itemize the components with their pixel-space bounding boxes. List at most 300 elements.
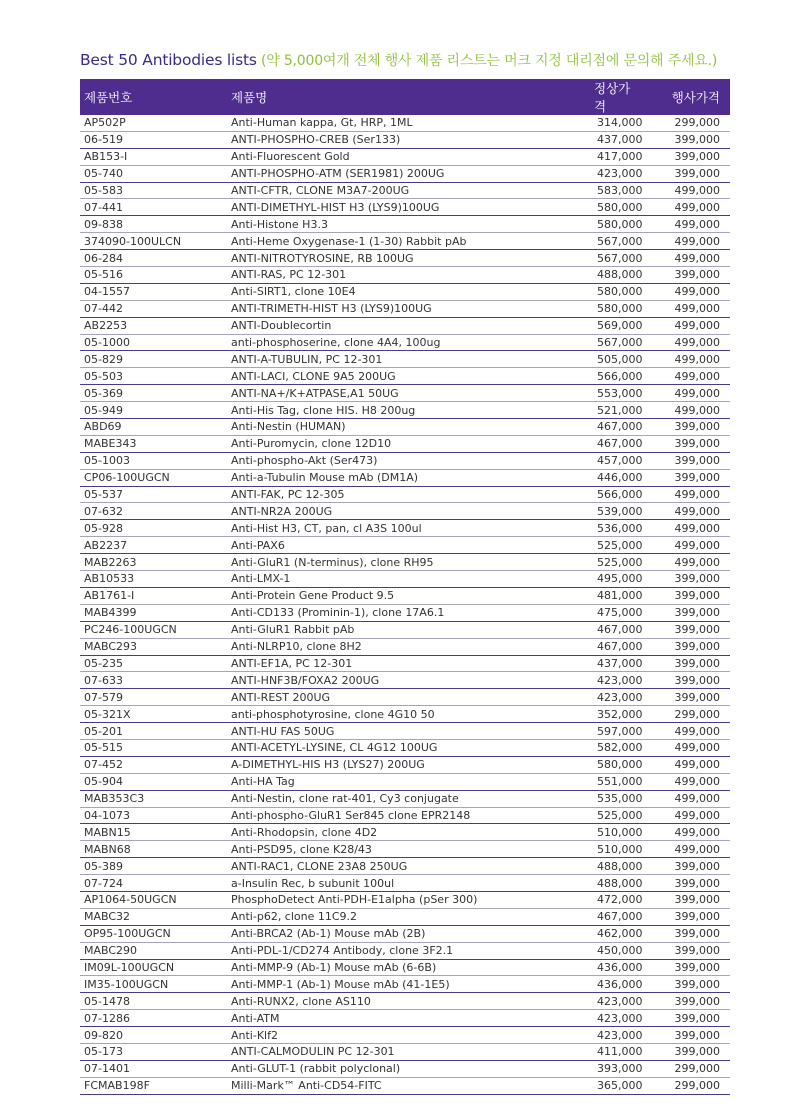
product-name-cell: ANTI-RAS, PC 12-301	[227, 267, 537, 284]
sale-price-cell: 499,000	[637, 300, 730, 317]
sale-price-cell: 399,000	[637, 419, 730, 436]
regular-price-cell: 525,000	[537, 554, 637, 571]
product-name-cell: Anti-CD133 (Prominin-1), clone 17A6.1	[227, 604, 537, 621]
product-name-cell: Anti-p62, clone 11C9.2	[227, 908, 537, 925]
sale-price-cell: 399,000	[637, 858, 730, 875]
product-code-cell: 05-321X	[80, 706, 227, 723]
sale-price-cell: 399,000	[637, 925, 730, 942]
sale-price-cell: 399,000	[637, 148, 730, 165]
sale-price-cell: 399,000	[637, 891, 730, 908]
product-code-cell: 07-441	[80, 199, 227, 216]
title-note: (약 5,000여개 전체 행사 제품 리스트는 머크 지정 대리점에 문의해 주세요.)	[256, 53, 718, 69]
table-body	[80, 115, 730, 1094]
table-row	[80, 216, 730, 233]
product-name-cell: ANTI-EF1A, PC 12-301	[227, 655, 537, 672]
product-name-cell: ANTI-REST 200UG	[227, 689, 537, 706]
sale-price-cell: 499,000	[637, 368, 730, 385]
regular-price-cell: 423,000	[537, 165, 637, 182]
antibody-price-table	[80, 79, 730, 1095]
product-name-cell: A-DIMETHYL-HIS H3 (LYS27) 200UG	[227, 756, 537, 773]
table-row	[80, 503, 730, 520]
regular-price-cell: 467,000	[537, 621, 637, 638]
product-name-cell: ANTI-NITROTYROSINE, RB 100UG	[227, 250, 537, 267]
product-code-cell: 05-503	[80, 368, 227, 385]
product-code-cell: 05-904	[80, 773, 227, 790]
table-row	[80, 790, 730, 807]
sale-price-cell: 499,000	[637, 841, 730, 858]
product-code-cell: PC246-100UGCN	[80, 621, 227, 638]
product-code-cell: AB153-I	[80, 148, 227, 165]
product-name-cell: Anti-phospho-GluR1 Ser845 clone EPR2148	[227, 807, 537, 824]
table-row	[80, 148, 730, 165]
table-row	[80, 250, 730, 267]
regular-price-cell: 566,000	[537, 486, 637, 503]
sale-price-cell: 499,000	[637, 503, 730, 520]
regular-price-cell: 472,000	[537, 891, 637, 908]
regular-price-cell: 569,000	[537, 317, 637, 334]
sale-price-cell: 499,000	[637, 334, 730, 351]
regular-price-cell: 423,000	[537, 672, 637, 689]
sale-price-cell: 499,000	[637, 773, 730, 790]
sale-price-cell: 499,000	[637, 216, 730, 233]
regular-price-cell: 457,000	[537, 452, 637, 469]
table-row	[80, 655, 730, 672]
table-row	[80, 908, 730, 925]
product-name-cell: ANTI-Doublecortin	[227, 317, 537, 334]
table-row	[80, 773, 730, 790]
sale-price-cell: 399,000	[637, 993, 730, 1010]
regular-price-cell: 583,000	[537, 182, 637, 199]
product-name-cell: Anti-Hist H3, CT, pan, cl A3S 100ul	[227, 520, 537, 537]
table-row	[80, 841, 730, 858]
product-name-cell: ANTI-A-TUBULIN, PC 12-301	[227, 351, 537, 368]
regular-price-cell: 566,000	[537, 368, 637, 385]
sale-price-cell: 399,000	[637, 638, 730, 655]
product-name-cell: Anti-SIRT1, clone 10E4	[227, 283, 537, 300]
table-row	[80, 1010, 730, 1027]
sale-price-cell: 399,000	[637, 689, 730, 706]
table-row	[80, 875, 730, 892]
product-code-cell: 09-838	[80, 216, 227, 233]
table-row	[80, 1043, 730, 1060]
table-row	[80, 452, 730, 469]
sale-price-cell: 499,000	[637, 250, 730, 267]
product-name-cell: Anti-MMP-9 (Ab-1) Mouse mAb (6-6B)	[227, 959, 537, 976]
product-name-cell: Anti-His Tag, clone HIS. H8 200ug	[227, 402, 537, 419]
product-name-cell: Anti-Nestin (HUMAN)	[227, 419, 537, 436]
product-name-cell: Anti-Rhodopsin, clone 4D2	[227, 824, 537, 841]
product-name-cell: Anti-PAX6	[227, 537, 537, 554]
table-row	[80, 621, 730, 638]
regular-price-cell: 521,000	[537, 402, 637, 419]
table-row	[80, 891, 730, 908]
regular-price-cell: 553,000	[537, 385, 637, 402]
product-name-cell: Anti-Protein Gene Product 9.5	[227, 587, 537, 604]
regular-price-cell: 314,000	[537, 115, 637, 131]
regular-price-cell: 525,000	[537, 537, 637, 554]
product-name-cell: ANTI-NR2A 200UG	[227, 503, 537, 520]
sale-price-cell: 399,000	[637, 267, 730, 284]
product-code-cell: MAB2263	[80, 554, 227, 571]
product-code-cell: MAB353C3	[80, 790, 227, 807]
sale-price-cell: 299,000	[637, 1060, 730, 1077]
table-row	[80, 1077, 730, 1094]
regular-price-cell: 423,000	[537, 993, 637, 1010]
sale-price-cell: 399,000	[637, 976, 730, 993]
product-code-cell: AB2237	[80, 537, 227, 554]
regular-price-cell: 488,000	[537, 267, 637, 284]
table-row	[80, 283, 730, 300]
table-row	[80, 807, 730, 824]
regular-price-cell: 467,000	[537, 435, 637, 452]
product-code-cell: MABC290	[80, 942, 227, 959]
sale-price-cell: 399,000	[637, 655, 730, 672]
table-row	[80, 368, 730, 385]
product-code-cell: 06-519	[80, 131, 227, 148]
product-name-cell: ANTI-HNF3B/FOXA2 200UG	[227, 672, 537, 689]
table-row	[80, 1060, 730, 1077]
sale-price-cell: 399,000	[637, 908, 730, 925]
regular-price-cell: 437,000	[537, 131, 637, 148]
sale-price-cell: 399,000	[637, 621, 730, 638]
product-name-cell: Anti-Histone H3.3	[227, 216, 537, 233]
product-code-cell: 05-1003	[80, 452, 227, 469]
regular-price-cell: 580,000	[537, 283, 637, 300]
product-code-cell: 05-369	[80, 385, 227, 402]
product-name-cell: Anti-MMP-1 (Ab-1) Mouse mAb (41-1E5)	[227, 976, 537, 993]
product-name-cell: ANTI-ACETYL-LYSINE, CL 4G12 100UG	[227, 739, 537, 756]
product-code-cell: 05-201	[80, 723, 227, 740]
sale-price-cell: 499,000	[637, 807, 730, 824]
product-code-cell: 05-1478	[80, 993, 227, 1010]
regular-price-cell: 536,000	[537, 520, 637, 537]
product-code-cell: AP502P	[80, 115, 227, 131]
table-row	[80, 402, 730, 419]
regular-price-cell: 446,000	[537, 469, 637, 486]
sale-price-cell: 499,000	[637, 756, 730, 773]
product-code-cell: 07-1401	[80, 1060, 227, 1077]
product-name-cell: ANTI-CFTR, CLONE M3A7-200UG	[227, 182, 537, 199]
regular-price-cell: 510,000	[537, 841, 637, 858]
regular-price-cell: 467,000	[537, 419, 637, 436]
regular-price-cell: 539,000	[537, 503, 637, 520]
header-product-name: 제품명	[227, 79, 537, 115]
product-name-cell: Anti-RUNX2, clone AS110	[227, 993, 537, 1010]
product-name-cell: Anti-Puromycin, clone 12D10	[227, 435, 537, 452]
product-name-cell: Anti-a-Tubulin Mouse mAb (DM1A)	[227, 469, 537, 486]
sale-price-cell: 399,000	[637, 452, 730, 469]
table-row	[80, 587, 730, 604]
regular-price-cell: 423,000	[537, 1010, 637, 1027]
product-name-cell: a-Insulin Rec, b subunit 100ul	[227, 875, 537, 892]
sale-price-cell: 399,000	[637, 435, 730, 452]
regular-price-cell: 525,000	[537, 807, 637, 824]
table-row	[80, 469, 730, 486]
regular-price-cell: 510,000	[537, 824, 637, 841]
regular-price-cell: 417,000	[537, 148, 637, 165]
product-code-cell: FCMAB198F	[80, 1077, 227, 1094]
product-code-cell: MABE343	[80, 435, 227, 452]
table-row	[80, 233, 730, 250]
table-row	[80, 199, 730, 216]
product-code-cell: 05-949	[80, 402, 227, 419]
product-name-cell: Anti-Nestin, clone rat-401, Cy3 conjugate	[227, 790, 537, 807]
sale-price-cell: 399,000	[637, 165, 730, 182]
sale-price-cell: 499,000	[637, 402, 730, 419]
regular-price-cell: 437,000	[537, 655, 637, 672]
product-code-cell: 05-235	[80, 655, 227, 672]
sale-price-cell: 399,000	[637, 1043, 730, 1060]
table-row	[80, 486, 730, 503]
product-code-cell: 07-579	[80, 689, 227, 706]
sale-price-cell: 499,000	[637, 790, 730, 807]
sale-price-cell: 299,000	[637, 115, 730, 131]
product-code-cell: AB10533	[80, 571, 227, 588]
sale-price-cell: 499,000	[637, 824, 730, 841]
product-code-cell: 06-284	[80, 250, 227, 267]
sale-price-cell: 299,000	[637, 1077, 730, 1094]
product-code-cell: OP95-100UGCN	[80, 925, 227, 942]
regular-price-cell: 488,000	[537, 858, 637, 875]
table-row	[80, 571, 730, 588]
table-row	[80, 756, 730, 773]
product-name-cell: Milli-Mark™ Anti-CD54-FITC	[227, 1077, 537, 1094]
product-name-cell: Anti-GluR1 Rabbit pAb	[227, 621, 537, 638]
regular-price-cell: 450,000	[537, 942, 637, 959]
product-code-cell: 05-173	[80, 1043, 227, 1060]
product-name-cell: ANTI-RAC1, CLONE 23A8 250UG	[227, 858, 537, 875]
product-code-cell: 07-724	[80, 875, 227, 892]
product-name-cell: ANTI-CALMODULIN PC 12-301	[227, 1043, 537, 1060]
product-code-cell: 05-583	[80, 182, 227, 199]
table-row	[80, 182, 730, 199]
regular-price-cell: 535,000	[537, 790, 637, 807]
regular-price-cell: 488,000	[537, 875, 637, 892]
product-code-cell: 07-442	[80, 300, 227, 317]
regular-price-cell: 467,000	[537, 638, 637, 655]
sale-price-cell: 499,000	[637, 233, 730, 250]
table-row	[80, 604, 730, 621]
table-row	[80, 115, 730, 131]
table-row	[80, 824, 730, 841]
product-name-cell: ANTI-DIMETHYL-HIST H3 (LYS9)100UG	[227, 199, 537, 216]
product-code-cell: 05-389	[80, 858, 227, 875]
table-row	[80, 537, 730, 554]
sale-price-cell: 399,000	[637, 942, 730, 959]
regular-price-cell: 462,000	[537, 925, 637, 942]
sale-price-cell: 499,000	[637, 182, 730, 199]
title-main: Best 50 Antibodies lists	[80, 51, 257, 69]
sale-price-cell: 399,000	[637, 959, 730, 976]
regular-price-cell: 352,000	[537, 706, 637, 723]
product-name-cell: Anti-HA Tag	[227, 773, 537, 790]
product-code-cell: 07-632	[80, 503, 227, 520]
regular-price-cell: 411,000	[537, 1043, 637, 1060]
sale-price-cell: 399,000	[637, 1010, 730, 1027]
product-code-cell: 09-820	[80, 1027, 227, 1044]
regular-price-cell: 467,000	[537, 908, 637, 925]
product-name-cell: Anti-phospho-Akt (Ser473)	[227, 452, 537, 469]
product-name-cell: Anti-GLUT-1 (rabbit polyclonal)	[227, 1060, 537, 1077]
sale-price-cell: 499,000	[637, 351, 730, 368]
product-name-cell: Anti-BRCA2 (Ab-1) Mouse mAb (2B)	[227, 925, 537, 942]
product-code-cell: IM35-100UGCN	[80, 976, 227, 993]
product-name-cell: Anti-Klf2	[227, 1027, 537, 1044]
table-row	[80, 131, 730, 148]
header-sale-price: 행사가격	[637, 79, 730, 115]
product-code-cell: 05-829	[80, 351, 227, 368]
regular-price-cell: 580,000	[537, 199, 637, 216]
sale-price-cell: 399,000	[637, 469, 730, 486]
regular-price-cell: 567,000	[537, 334, 637, 351]
regular-price-cell: 582,000	[537, 739, 637, 756]
product-code-cell: MABC32	[80, 908, 227, 925]
product-name-cell: ANTI-TRIMETH-HIST H3 (LYS9)100UG	[227, 300, 537, 317]
product-code-cell: AB2253	[80, 317, 227, 334]
table-row	[80, 993, 730, 1010]
table-row	[80, 1027, 730, 1044]
table-row	[80, 520, 730, 537]
regular-price-cell: 495,000	[537, 571, 637, 588]
product-name-cell: Anti-NLRP10, clone 8H2	[227, 638, 537, 655]
product-code-cell: 04-1557	[80, 283, 227, 300]
sale-price-cell: 399,000	[637, 875, 730, 892]
product-code-cell: IM09L-100UGCN	[80, 959, 227, 976]
product-name-cell: Anti-LMX-1	[227, 571, 537, 588]
product-code-cell: 07-452	[80, 756, 227, 773]
table-row	[80, 689, 730, 706]
table-row	[80, 925, 730, 942]
product-name-cell: Anti-ATM	[227, 1010, 537, 1027]
table-row	[80, 723, 730, 740]
product-code-cell: MABN68	[80, 841, 227, 858]
product-code-cell: 04-1073	[80, 807, 227, 824]
regular-price-cell: 551,000	[537, 773, 637, 790]
product-code-cell: 05-515	[80, 739, 227, 756]
regular-price-cell: 580,000	[537, 216, 637, 233]
sale-price-cell: 499,000	[637, 317, 730, 334]
product-code-cell: 374090-100ULCN	[80, 233, 227, 250]
product-code-cell: MAB4399	[80, 604, 227, 621]
product-code-cell: 05-928	[80, 520, 227, 537]
product-code-cell: AB1761-I	[80, 587, 227, 604]
sale-price-cell: 499,000	[637, 385, 730, 402]
product-name-cell: PhosphoDetect Anti-PDH-E1alpha (pSer 300)	[227, 891, 537, 908]
table-row	[80, 942, 730, 959]
sale-price-cell: 399,000	[637, 587, 730, 604]
product-name-cell: Anti-PDL-1/CD274 Antibody, clone 3F2.1	[227, 942, 537, 959]
table-row	[80, 976, 730, 993]
regular-price-cell: 423,000	[537, 1027, 637, 1044]
product-code-cell: ABD69	[80, 419, 227, 436]
table-row	[80, 351, 730, 368]
regular-price-cell: 436,000	[537, 959, 637, 976]
product-code-cell: 07-633	[80, 672, 227, 689]
product-name-cell: ANTI-PHOSPHO-CREB (Ser133)	[227, 131, 537, 148]
product-code-cell: 05-740	[80, 165, 227, 182]
table-row	[80, 672, 730, 689]
sale-price-cell: 499,000	[637, 486, 730, 503]
regular-price-cell: 567,000	[537, 233, 637, 250]
product-name-cell: ANTI-LACI, CLONE 9A5 200UG	[227, 368, 537, 385]
table-row	[80, 554, 730, 571]
regular-price-cell: 365,000	[537, 1077, 637, 1094]
regular-price-cell: 505,000	[537, 351, 637, 368]
product-code-cell: 05-516	[80, 267, 227, 284]
sale-price-cell: 499,000	[637, 739, 730, 756]
table-row	[80, 419, 730, 436]
table-header-row	[80, 79, 730, 115]
product-code-cell: MABC293	[80, 638, 227, 655]
page-title	[80, 50, 750, 70]
regular-price-cell: 423,000	[537, 689, 637, 706]
table-row	[80, 267, 730, 284]
sale-price-cell: 499,000	[637, 283, 730, 300]
sale-price-cell: 499,000	[637, 554, 730, 571]
table-row	[80, 638, 730, 655]
sale-price-cell: 299,000	[637, 706, 730, 723]
product-code-cell: 07-1286	[80, 1010, 227, 1027]
table-row	[80, 858, 730, 875]
regular-price-cell: 436,000	[537, 976, 637, 993]
table-row	[80, 385, 730, 402]
table-row	[80, 739, 730, 756]
product-name-cell: anti-phosphotyrosine, clone 4G10 50	[227, 706, 537, 723]
table-row	[80, 435, 730, 452]
table-row	[80, 959, 730, 976]
table-row	[80, 706, 730, 723]
product-name-cell: anti-phosphoserine, clone 4A4, 100ug	[227, 334, 537, 351]
sale-price-cell: 399,000	[637, 672, 730, 689]
sale-price-cell: 399,000	[637, 1027, 730, 1044]
product-name-cell: ANTI-PHOSPHO-ATM (SER1981) 200UG	[227, 165, 537, 182]
table-row	[80, 317, 730, 334]
sale-price-cell: 399,000	[637, 571, 730, 588]
sale-price-cell: 399,000	[637, 131, 730, 148]
sale-price-cell: 499,000	[637, 723, 730, 740]
regular-price-cell: 580,000	[537, 756, 637, 773]
product-name-cell: ANTI-NA+/K+ATPASE,A1 50UG	[227, 385, 537, 402]
product-name-cell: Anti-Heme Oxygenase-1 (1-30) Rabbit pAb	[227, 233, 537, 250]
sale-price-cell: 499,000	[637, 537, 730, 554]
header-product-code: 제품번호	[80, 79, 227, 115]
product-name-cell: Anti-PSD95, clone K28/43	[227, 841, 537, 858]
product-code-cell: MABN15	[80, 824, 227, 841]
regular-price-cell: 481,000	[537, 587, 637, 604]
sale-price-cell: 499,000	[637, 199, 730, 216]
product-name-cell: Anti-Fluorescent Gold	[227, 148, 537, 165]
product-name-cell: ANTI-HU FAS 50UG	[227, 723, 537, 740]
product-name-cell: ANTI-FAK, PC 12-305	[227, 486, 537, 503]
sale-price-cell: 399,000	[637, 604, 730, 621]
sale-price-cell: 499,000	[637, 520, 730, 537]
product-code-cell: AP1064-50UGCN	[80, 891, 227, 908]
table-row	[80, 300, 730, 317]
regular-price-cell: 597,000	[537, 723, 637, 740]
table-row	[80, 334, 730, 351]
header-regular-price: 정상가격	[537, 79, 637, 115]
regular-price-cell: 567,000	[537, 250, 637, 267]
product-code-cell: 05-537	[80, 486, 227, 503]
regular-price-cell: 393,000	[537, 1060, 637, 1077]
regular-price-cell: 580,000	[537, 300, 637, 317]
table-row	[80, 165, 730, 182]
product-code-cell: 05-1000	[80, 334, 227, 351]
regular-price-cell: 475,000	[537, 604, 637, 621]
product-code-cell: CP06-100UGCN	[80, 469, 227, 486]
product-name-cell: Anti-Human kappa, Gt, HRP, 1ML	[227, 115, 537, 131]
product-name-cell: Anti-GluR1 (N-terminus), clone RH95	[227, 554, 537, 571]
